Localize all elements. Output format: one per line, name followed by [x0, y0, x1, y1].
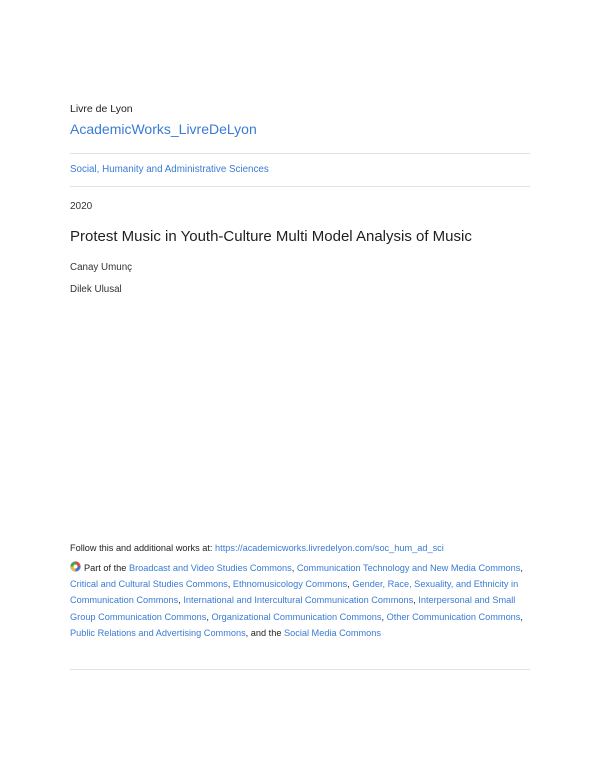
commons-link[interactable]: Gender, Race, Sexuality, and Ethnicity in Communication Commons: [70, 579, 519, 606]
commons-link[interactable]: Public Relations and Advertising Commons: [70, 627, 246, 638]
author-name: Dilek Ulusal: [70, 284, 122, 295]
commons-link[interactable]: Other Communication Commons: [386, 611, 521, 622]
divider: [70, 186, 530, 187]
follow-url-link[interactable]: https://academicworks.livredelyon.com/soc_hum_ad_sci: [215, 543, 444, 553]
institution-name: Livre de Lyon: [70, 103, 133, 115]
divider: [70, 153, 530, 154]
commons-link[interactable]: Communication Technology and New Media Commons: [296, 563, 521, 573]
commons-link[interactable]: Social Media Commons: [283, 627, 382, 638]
publication-year: 2020: [70, 201, 93, 212]
digital-commons-network-icon: [70, 561, 81, 572]
part-of-commons: Part of the Broadcast and Video Studies Commons, Communication Technology and New Media Commons, Critical and Cultural Studies Commons, Ethnomusicology Commons, Gender, Race, Sexuality, and Ethnicity in Communication Commons, International and Intercultural Communication Commons, Interpersonal and Small Group Communication Commons, Organizational Communication Commons, Other Communication Commons, Public Relations and Advertising Commons, and the Social Media Commons: [70, 563, 523, 638]
follow-line: [70, 543, 444, 553]
commons-link[interactable]: Broadcast and Video Studies Commons: [128, 563, 292, 573]
author-name: Canay Umunç: [70, 262, 133, 273]
commons-link[interactable]: Critical and Cultural Studies Commons: [70, 579, 228, 590]
collection-link[interactable]: Social, Humanity and Administrative Sciences: [70, 164, 269, 175]
article-title: Protest Music in Youth-Culture Multi Model Analysis of Music: [70, 228, 472, 245]
divider: [70, 669, 530, 670]
commons-link[interactable]: Organizational Communication Commons: [211, 611, 382, 622]
part-of-prefix: Part of the: [84, 563, 129, 573]
commons-link[interactable]: Ethnomusicology Commons: [232, 579, 348, 590]
commons-link[interactable]: Interpersonal and Small Group Communication Commons: [70, 595, 516, 622]
follow-text: Follow this and additional works at:: [70, 543, 216, 553]
commons-link[interactable]: International and Intercultural Communication Commons: [183, 595, 414, 606]
repository-link[interactable]: AcademicWorks_LivreDeLyon: [70, 121, 257, 137]
